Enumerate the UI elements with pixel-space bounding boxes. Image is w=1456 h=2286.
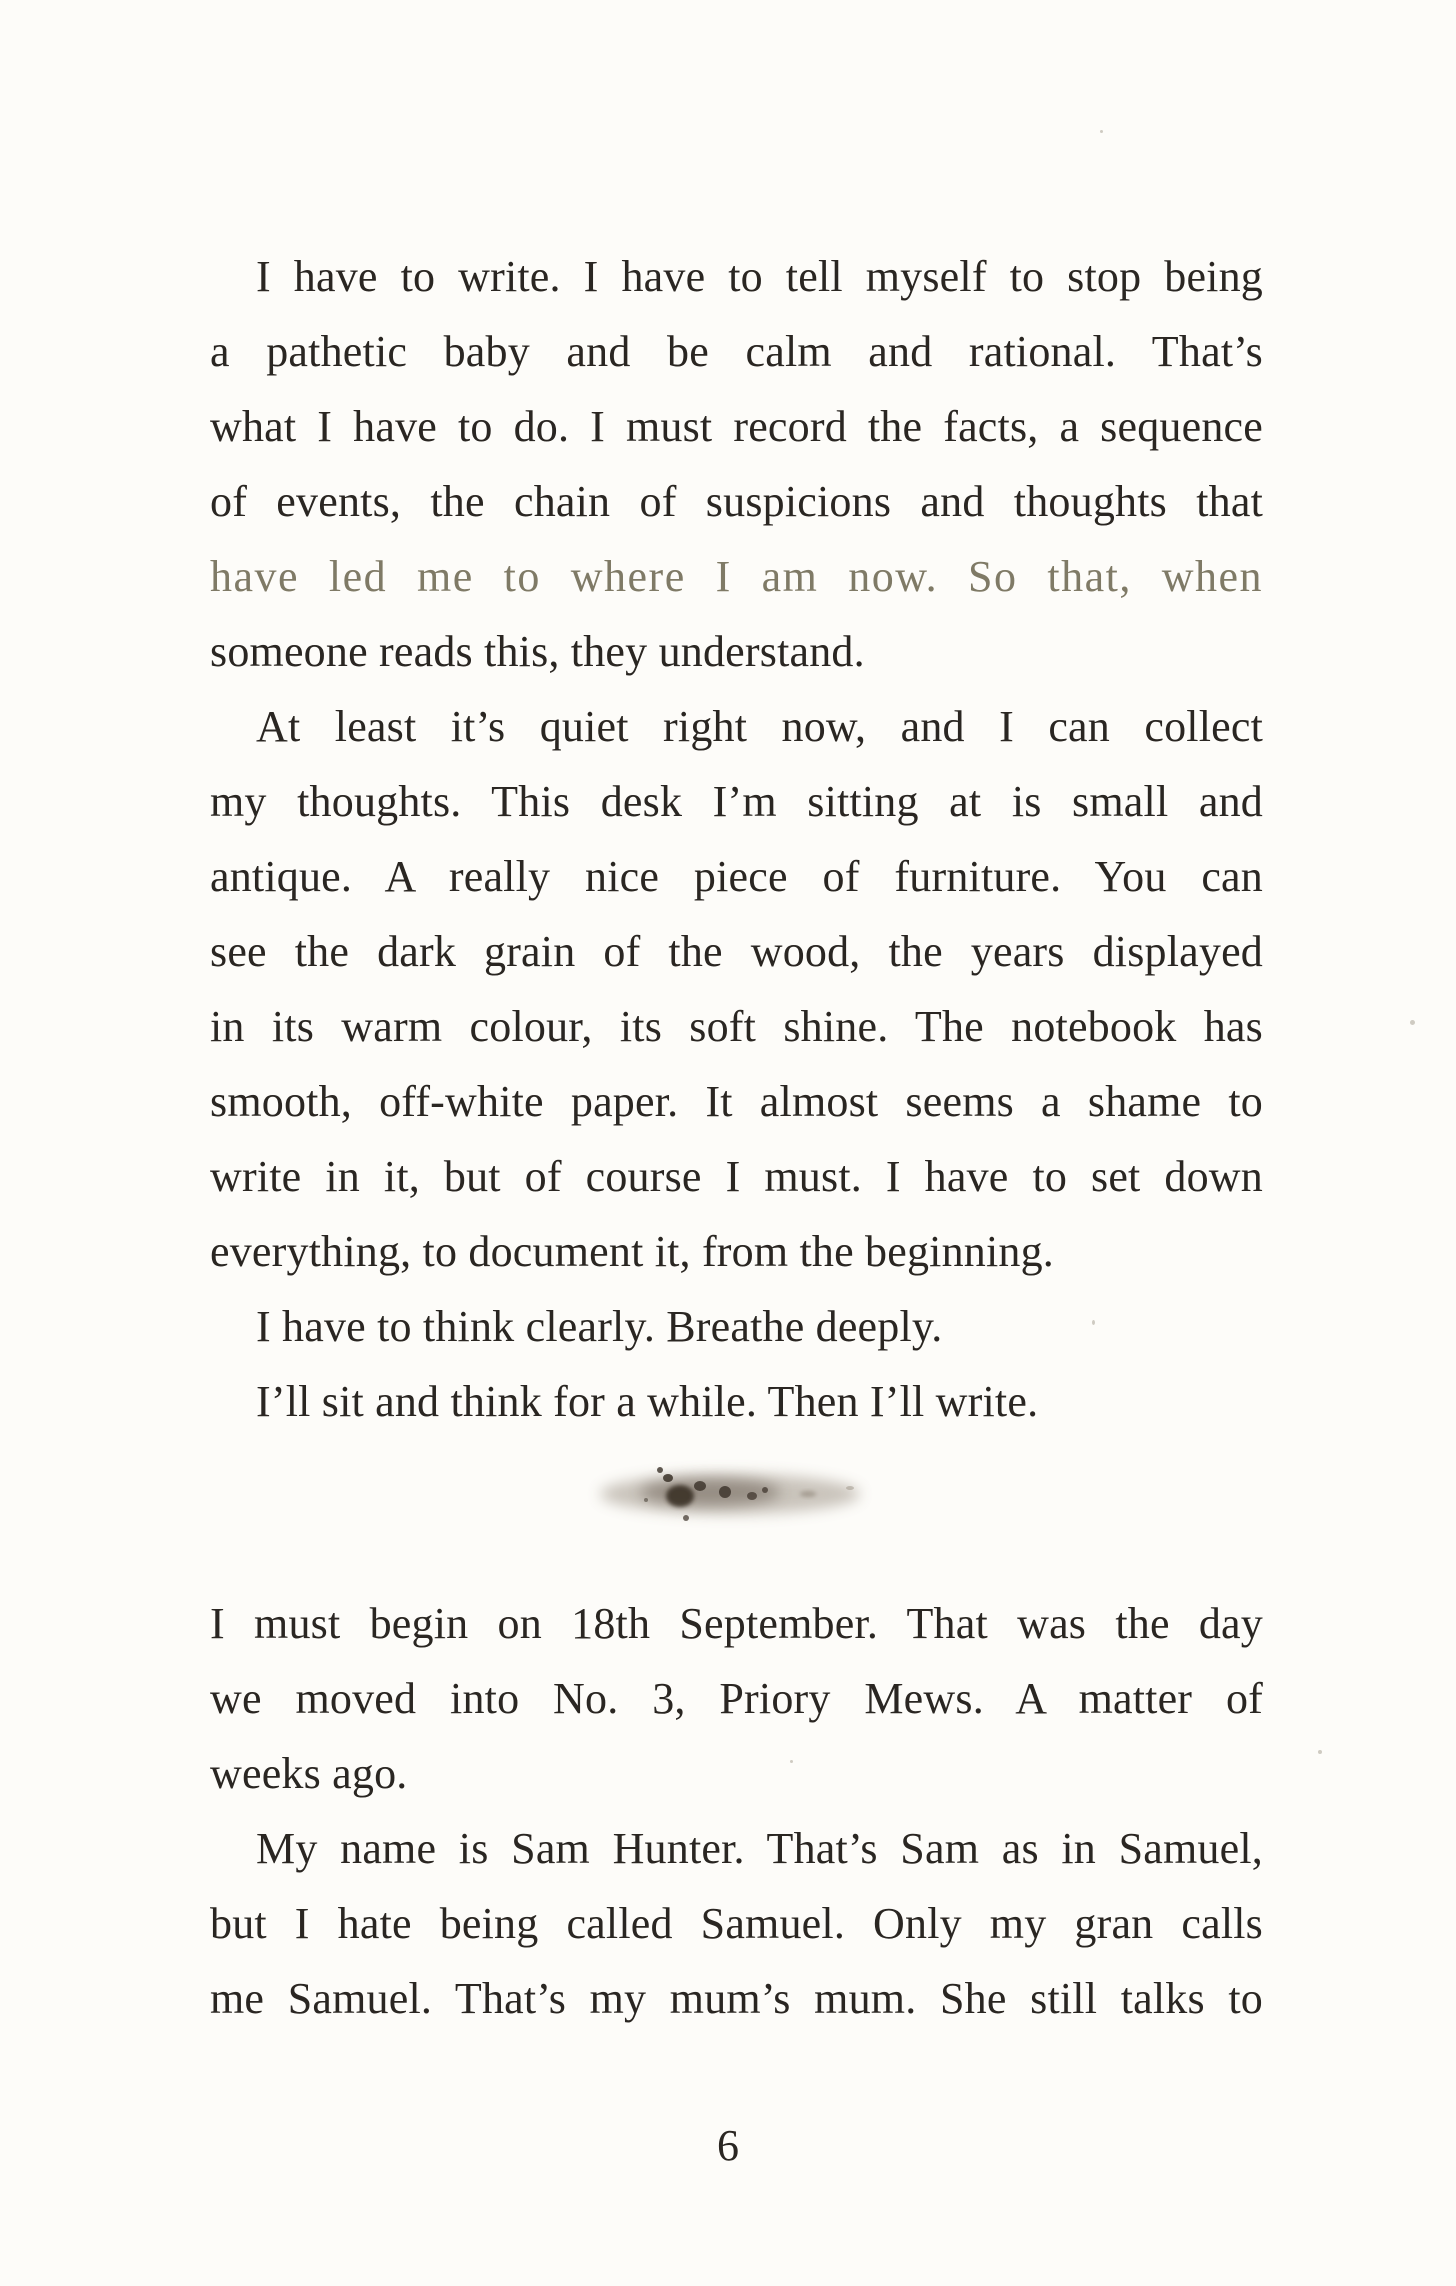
text-line: I’ll sit and think for a while. Then I’ll write. (256, 1377, 1039, 1426)
text-line: At least it’s quiet right now, and I can collect (256, 702, 1263, 751)
page-number: 6 (717, 2121, 739, 2170)
text-section-1 (210, 239, 1263, 1439)
text-line: my thoughts. This desk I’m sitting at is small and (210, 777, 1263, 826)
paper-speck (1100, 130, 1103, 133)
text-line: everything, to document it, from the beginning. (210, 1227, 1055, 1276)
text-line: me Samuel. That’s my mum’s mum. She still talks to (210, 1974, 1263, 2023)
text-line: smooth, off-white paper. It almost seems a shame to (210, 1077, 1263, 1126)
text-line: we moved into No. 3, Priory Mews. A matter of (210, 1674, 1263, 1723)
text-line: My name is Sam Hunter. That’s Sam as in Samuel, (256, 1824, 1263, 1873)
paper-speck (1092, 1320, 1095, 1325)
text-section-2 (210, 1586, 1263, 2036)
paper-speck (1318, 1750, 1322, 1754)
text-line-faded: have led me to where I am now. So that, when (210, 552, 1263, 601)
text-line: but I hate being called Samuel. Only my gran calls (210, 1899, 1263, 1948)
text-line: see the dark grain of the wood, the years displayed (210, 927, 1263, 976)
text-line: weeks ago. (210, 1749, 408, 1798)
paper-speck (1410, 1020, 1415, 1025)
ink-blot-icon (560, 1448, 900, 1538)
text-line: a pathetic baby and be calm and rational. That’s (210, 327, 1263, 376)
text-line: in its warm colour, its soft shine. The notebook has (210, 1002, 1263, 1051)
text-line: of events, the chain of suspicions and thoughts that (210, 477, 1263, 526)
text-line: I must begin on 18th September. That was the day (210, 1599, 1263, 1648)
text-line: I have to think clearly. Breathe deeply. (256, 1302, 943, 1351)
paper-speck (790, 1760, 793, 1763)
text-line: write in it, but of course I must. I have to set down (210, 1152, 1263, 1201)
text-line: antique. A really nice piece of furniture. You can (210, 852, 1263, 901)
text-line: what I have to do. I must record the facts, a sequence (210, 402, 1263, 451)
text-line: I have to write. I have to tell myself to stop being (256, 252, 1263, 301)
text-line: someone reads this, they understand. (210, 627, 865, 676)
